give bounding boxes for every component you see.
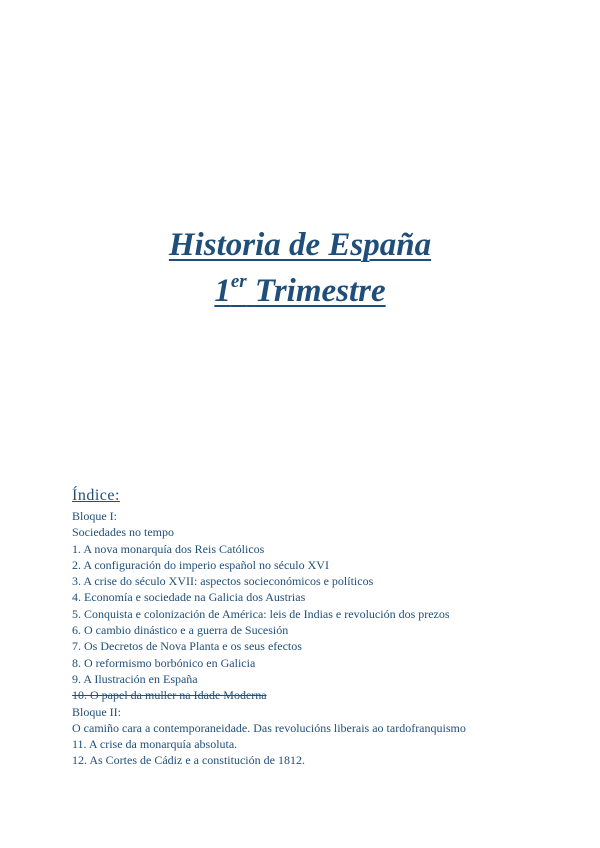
- index-line: 2. A configuración do imperio español no século XVI: [72, 557, 329, 572]
- title-word: Trimestre: [254, 273, 386, 309]
- index-line: 10. O papel da muller na Idade Moderna: [72, 688, 267, 703]
- index-line: 3. A crise do século XVII: aspectos socieconómicos e políticos: [72, 574, 374, 589]
- index-line: Bloque I:: [72, 509, 117, 523]
- index-line: 1. A nova monarquía dos Reis Católicos: [72, 541, 265, 556]
- title-line-2: [0, 268, 600, 314]
- index-line: 6. O cambio dinástico e a guerra de Sucesión: [72, 623, 289, 638]
- index-line: O camiño cara a contemporaneidade. Das revolucións liberais ao tardofranquismo: [72, 720, 466, 735]
- index-line: 11. A crise da monarquía absoluta.: [72, 737, 238, 752]
- title-number: 1: [214, 273, 231, 309]
- index-line: 12. As Cortes de Cádiz e a constitución de 1812.: [72, 753, 305, 768]
- index-list: [72, 508, 572, 769]
- title-superscript: er: [230, 271, 247, 292]
- document-title: [0, 222, 600, 314]
- index-heading: Índice:: [72, 487, 120, 504]
- title-line-1: Historia de España: [168, 227, 432, 263]
- index-line: Bloque II:: [72, 704, 121, 719]
- index-line: 5. Conquista e colonización de América: leis de Indias e revolución dos prezos: [72, 606, 450, 621]
- index-line: 4. Economía e sociedade na Galicia dos Austrias: [72, 590, 306, 605]
- index-line: 9. A Ilustración en España: [72, 671, 198, 686]
- index-line: 7. Os Decretos de Nova Planta e os seus efectos: [72, 639, 302, 654]
- table-of-contents: [72, 485, 572, 769]
- index-line: Sociedades no tempo: [72, 525, 174, 540]
- index-line: 8. O reformismo borbónico en Galicia: [72, 655, 256, 670]
